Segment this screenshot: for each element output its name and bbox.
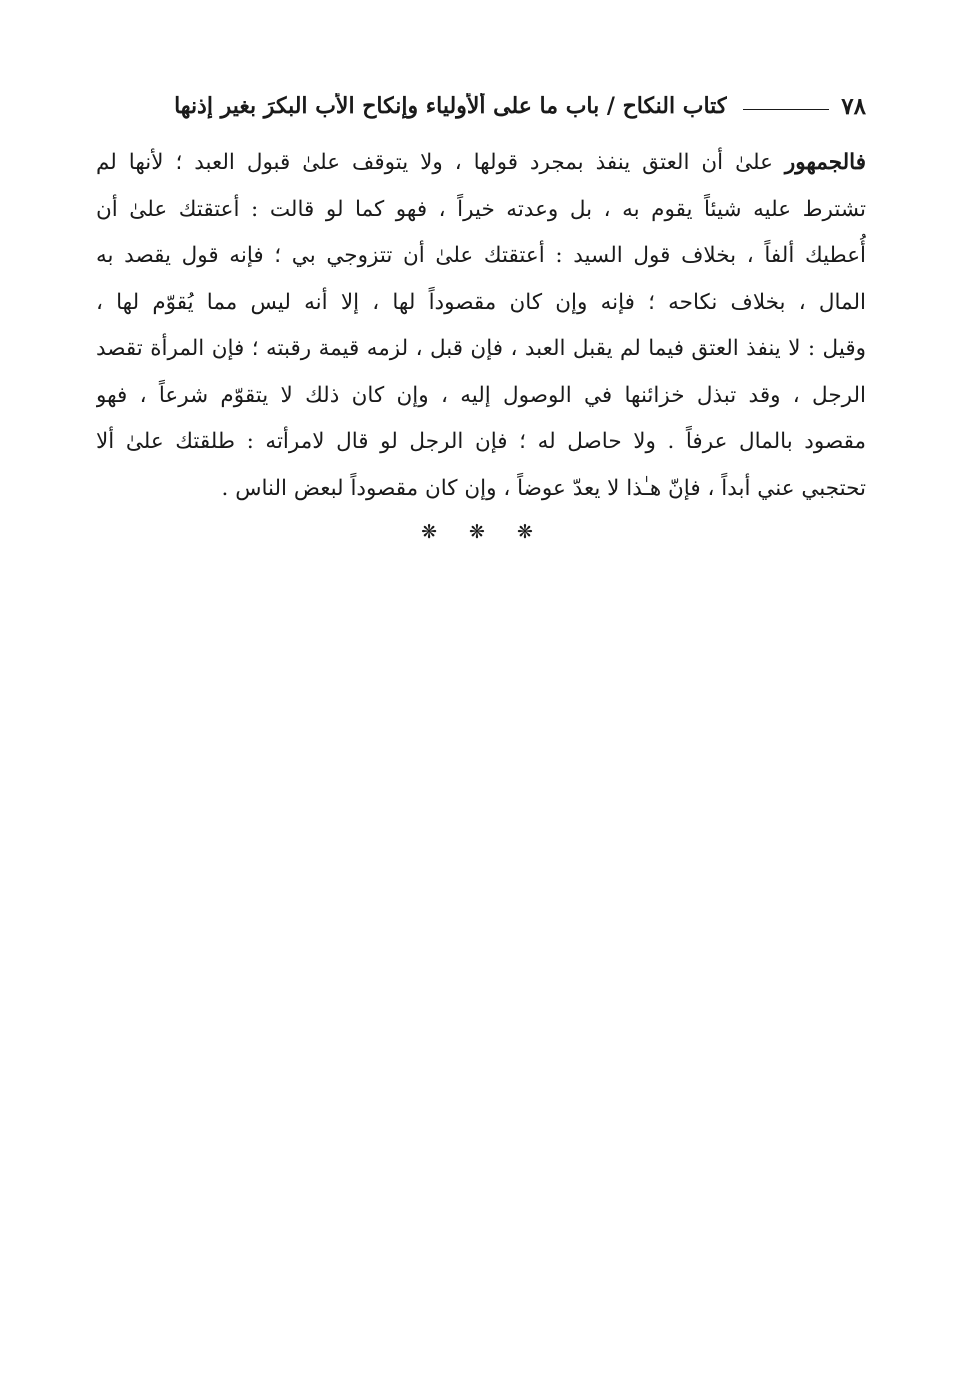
running-header <box>94 84 866 128</box>
text-line-8: تحتجبي عني أبداً ، فإنّ هـٰذا لا يعدّ عوضاً ، وإن كان مقصوداً لبعض الناس . <box>221 475 866 501</box>
text-line-7: مقصود بالمال عرفاً . ولا حاصل له ؛ فإن الرجل لو قال لامرأته : طلقتك علىٰ ألا <box>96 429 866 454</box>
asterism-icon: ❋ <box>469 521 485 543</box>
text-line-5: وقيل : لا ينفذ العتق فيما لم يقبل العبد ، فإن قبل ، لزمه قيمة رقبته ؛ فإن المرأة تقصد <box>96 336 866 361</box>
running-title: كتاب النكاح / باب ما على ألأولياء وإنكاح الأب البكرَ بغير إذنها <box>174 93 728 119</box>
text-line-3: أُعطيك ألفاً ، بخلاف قول السيد : أعتقتك علىٰ أن تتزوجي بي ؛ فإنه قول يقصد به <box>96 243 866 268</box>
text-line-1 <box>96 140 866 187</box>
page-number: ٧٨ <box>841 92 866 120</box>
text-line-6: الرجل ، وقد تبذل خزائنها في الوصول إليه ، وإن كان ذلك لا يتقوّم شرعاً ، فهو <box>96 382 866 408</box>
text-line-1-rest: علىٰ أن العتق ينفذ بمجرد قولها ، ولا يتوقف علىٰ قبول العبد ؛ لأنها لم <box>96 150 785 175</box>
asterism-icon: ❋ <box>421 521 438 543</box>
section-separator <box>0 514 954 550</box>
header-rule <box>743 109 829 110</box>
body-paragraph <box>96 140 866 512</box>
text-line-4: المال ، بخلاف نكاحه ؛ فإنه وإن كان مقصوداً لها ، إلا أنه ليس مما يُقوّم لها ، <box>96 289 866 315</box>
asterism-icon: ❋ <box>516 521 533 543</box>
text-line-2: تشترط عليه شيئاً يقوم به ، بل وعدته خيراً ، فهو كما لو قالت : أعتقتك علىٰ أن <box>96 196 866 222</box>
bold-lead-word: فالجمهور <box>784 150 866 175</box>
